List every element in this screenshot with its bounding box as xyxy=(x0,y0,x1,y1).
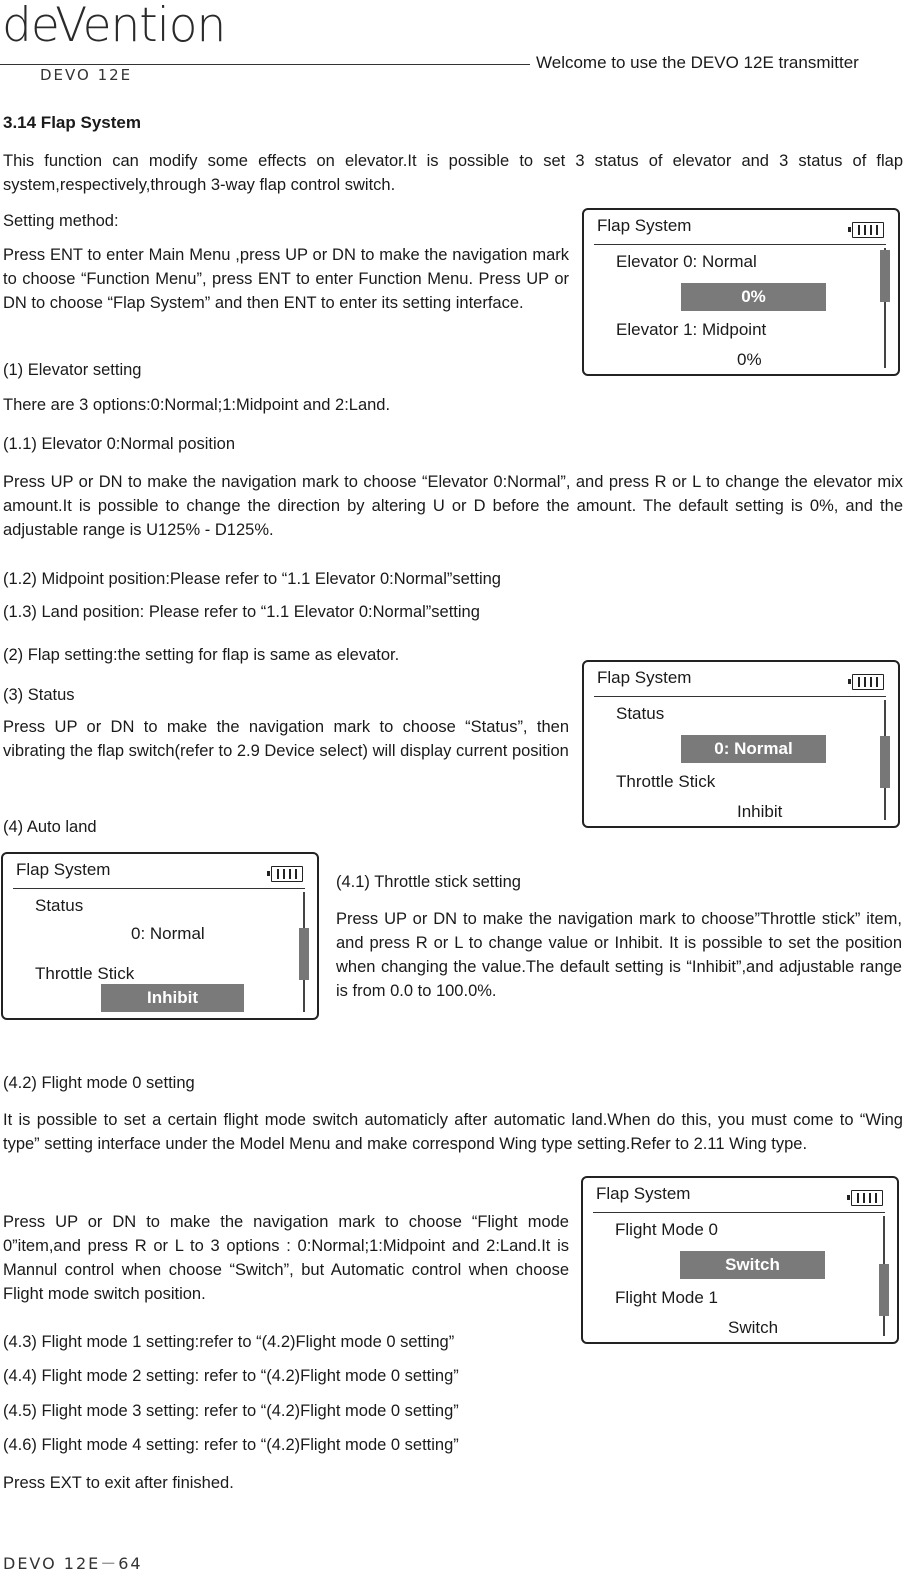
lcd-value: Inhibit xyxy=(737,802,783,821)
flight-mode-0-intro: It is possible to set a certain flight mode switch automaticly after automatic land.When do this, you must come to “Wing type” setting interface under the Model Menu and make correspond Wing type setting.Refer to 2.11 Wing type. xyxy=(3,1111,903,1153)
elevator-options: There are 3 options:0:Normal;1:Midpoint and 2:Land. xyxy=(3,396,391,414)
scrollbar-thumb xyxy=(879,1264,889,1316)
auto-land-heading: (4) Auto land xyxy=(3,818,97,836)
lcd-screen-flight-mode xyxy=(581,1176,899,1344)
lcd-screen-status xyxy=(582,660,900,828)
elevator-setting-heading: (1) Elevator setting xyxy=(3,361,142,379)
battery-icon xyxy=(852,674,884,690)
battery-icon xyxy=(851,1190,883,1206)
lcd-title: Flap System xyxy=(597,668,692,687)
lcd-item-elevator-0: Elevator 0: Normal xyxy=(616,252,757,271)
model-name: DEVO 12E xyxy=(40,66,133,84)
intro-paragraph: This function can modify some effects on elevator.It is possible to set 3 status of elevator and 3 status of flap system,respectively,through 3-way flap control switch. xyxy=(3,152,903,194)
brand-logo: deVention xyxy=(2,0,226,53)
lcd-divider xyxy=(13,888,305,889)
battery-icon xyxy=(271,866,303,882)
lcd-divider xyxy=(593,1212,885,1213)
lcd-item-throttle-stick: Throttle Stick xyxy=(616,772,716,791)
status-paragraph: Press UP or DN to make the navigation mark to choose “Status”, then vibrating the flap switch(refer to 2.9 Device select) will display current position xyxy=(3,718,569,760)
lcd-item-flight-mode-1: Flight Mode 1 xyxy=(615,1288,718,1307)
lcd-item-elevator-1: Elevator 1: Midpoint xyxy=(616,320,767,339)
normal-position-paragraph: Press UP or DN to make the navigation mark to choose “Elevator 0:Normal”, and press R or L to change the elevator mix amount.It is possible to change the direction by altering U or D before the amount. The default setting is 0%, and the adjustable range is U125% - D125%. xyxy=(3,473,903,539)
scrollbar-thumb xyxy=(299,928,309,980)
lcd-value: 0% xyxy=(737,350,762,369)
lcd-screen-throttle xyxy=(1,852,319,1020)
setting-method-label: Setting method: xyxy=(3,212,119,230)
battery-icon xyxy=(852,222,884,238)
lcd-selected-value: Inhibit xyxy=(101,984,244,1012)
lcd-selected-value: 0% xyxy=(681,283,826,311)
status-heading: (3) Status xyxy=(3,686,75,704)
lcd-item-status: Status xyxy=(616,704,665,723)
lcd-screen-elevator xyxy=(582,208,900,376)
lcd-item-throttle-stick: Throttle Stick xyxy=(35,964,135,983)
land-heading: (1.3) Land position: Please refer to “1.1 Elevator 0:Normal”setting xyxy=(3,603,480,621)
lcd-item-flight-mode-0: Flight Mode 0 xyxy=(615,1220,718,1239)
lcd-item-status: Status xyxy=(35,896,84,915)
lcd-title: Flap System xyxy=(16,860,111,879)
header-divider xyxy=(0,64,530,65)
header-welcome: Welcome to use the DEVO 12E transmitter xyxy=(536,53,859,72)
setting-method-paragraph: Press ENT to enter Main Menu ,press UP or DN to make the navigation mark to choose “Function Menu”, press ENT to enter Function Menu. Press UP or DN to choose “Flap System” and then ENT to enter its setting interface. xyxy=(3,246,569,312)
midpoint-heading: (1.2) Midpoint position:Please refer to “1.1 Elevator 0:Normal”setting xyxy=(3,570,501,588)
flight-mode-1-note: (4.3) Flight mode 1 setting:refer to “(4.2)Flight mode 0 setting” xyxy=(3,1333,455,1351)
throttle-paragraph: Press UP or DN to make the navigation mark to choose”Throttle stick” item, and press R or L to change value or Inhibit. It is possible to set the position when changing the value.The default setting is “Inhibit”,and adjustable range is from 0.0 to 100.0%. xyxy=(336,910,902,1000)
page-footer: DEVO 12E－64 xyxy=(3,1554,143,1573)
scrollbar-thumb xyxy=(880,736,890,788)
flight-mode-3-note: (4.5) Flight mode 3 setting: refer to “(4.2)Flight mode 0 setting” xyxy=(3,1402,459,1420)
lcd-selected-value: Switch xyxy=(680,1251,825,1279)
normal-position-heading: (1.1) Elevator 0:Normal position xyxy=(3,435,236,453)
flight-mode-0-heading: (4.2) Flight mode 0 setting xyxy=(3,1074,195,1092)
lcd-divider xyxy=(594,244,886,245)
flight-mode-4-note: (4.6) Flight mode 4 setting: refer to “(4.2)Flight mode 0 setting” xyxy=(3,1436,459,1454)
lcd-divider xyxy=(594,696,886,697)
flight-mode-0-paragraph: Press UP or DN to make the navigation mark to choose “Flight mode 0”item,and press R or L to 3 options : 0:Normal;1:Midpoint and 2:Land.It is Mannul control when choose “Switch”, but Automatic control when choose Flight mode switch position. xyxy=(3,1213,569,1303)
lcd-selected-value: 0: Normal xyxy=(681,735,826,763)
section-title: 3.14 Flap System xyxy=(3,113,141,132)
lcd-title: Flap System xyxy=(597,216,692,235)
flap-setting-heading: (2) Flap setting:the setting for flap is same as elevator. xyxy=(3,646,400,664)
exit-instruction: Press EXT to exit after finished. xyxy=(3,1474,234,1492)
lcd-value: Switch xyxy=(728,1318,779,1337)
lcd-title: Flap System xyxy=(596,1184,691,1203)
flight-mode-2-note: (4.4) Flight mode 2 setting: refer to “(4.2)Flight mode 0 setting” xyxy=(3,1367,459,1385)
lcd-value: 0: Normal xyxy=(131,924,205,943)
throttle-heading: (4.1) Throttle stick setting xyxy=(336,873,521,891)
scrollbar-thumb xyxy=(880,250,890,302)
